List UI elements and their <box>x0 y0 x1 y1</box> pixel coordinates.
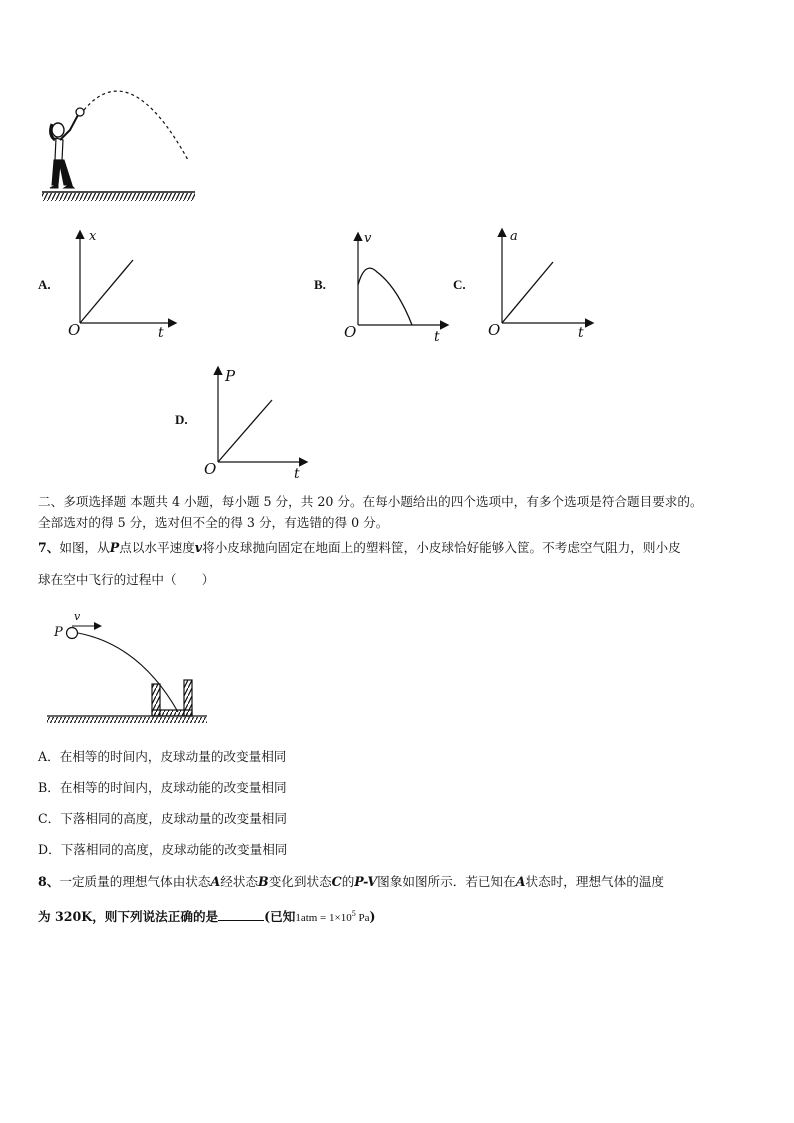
q7-stem-line1 <box>38 538 681 558</box>
q8-text: 变化到状态 <box>268 874 332 889</box>
q8-text: 图象如图所示．若已知在 <box>377 874 516 889</box>
graph-b <box>358 234 447 325</box>
q8-var-a2: A <box>515 874 526 889</box>
graph-a-origin: O <box>68 321 81 339</box>
graph-d-xlabel: t <box>294 466 300 482</box>
q8-unit: Pa <box>355 912 370 925</box>
trajectory-dashed <box>84 91 188 160</box>
person-icon <box>50 115 78 188</box>
q8-text: 的 <box>341 874 355 889</box>
q8-text: 状态时，理想气体的温度 <box>525 874 665 889</box>
graph-c-ylabel: a <box>510 229 518 244</box>
graph-b-xlabel: t <box>434 329 440 345</box>
section2-line2: 全部选对的得 5 分，选对但不全的得 3 分，有选错的得 0 分。 <box>38 515 389 530</box>
q7-fig-v: v <box>74 610 81 623</box>
q8-number: 8、 <box>38 874 60 889</box>
q8-text: 经状态 <box>220 874 259 889</box>
section2-line1: 二、多项选择题 本题共 4 小题，每小题 5 分，共 20 分。在每小题给出的四个选项中，有多个选项是符合题目要求的。 <box>38 494 703 509</box>
q7-text: 将小皮球抛向固定在地面上的塑料筐，小皮球恰好能够入筐。不考虑空气阻力，则小皮 <box>202 540 681 555</box>
q7-option-a[interactable]: A．在相等的时间内，皮球动量的改变量相同 <box>38 749 287 764</box>
q8-var-a: A <box>210 874 221 889</box>
ball-trajectory <box>78 633 178 712</box>
q8-var-b: B <box>258 874 269 889</box>
option-d-label[interactable]: D. <box>175 412 188 427</box>
q8-text: ) <box>369 909 376 925</box>
answer-blank[interactable] <box>218 908 264 921</box>
q7-text: 如图，从 <box>59 540 110 555</box>
q7-stem-line2: 球在空中飞行的过程中（ ） <box>38 572 215 587</box>
graph-b-ylabel: v <box>364 231 372 246</box>
q7-fig-p: P <box>54 625 63 640</box>
q8-var-c: C <box>331 874 342 889</box>
q7-text: 点以水平速度 <box>119 540 195 555</box>
q8-stem-line1 <box>38 872 664 892</box>
graph-a-xlabel: t <box>158 325 164 341</box>
graph-b-curve <box>358 268 412 325</box>
graph-a-ylabel: x <box>89 229 97 244</box>
graph-a-line <box>80 260 133 323</box>
q7-var-v: v <box>194 540 203 555</box>
ball-icon <box>76 108 84 116</box>
graph-c-xlabel: t <box>578 325 584 341</box>
graph-d-origin: O <box>204 460 217 478</box>
q7-option-c[interactable]: C．下落相同的高度，皮球动量的改变量相同 <box>38 811 287 826</box>
q8-var-pv: P-V <box>354 874 378 889</box>
ball-icon <box>67 628 78 639</box>
basket-icon <box>152 680 192 716</box>
q7-var-p: P <box>109 540 120 555</box>
graph-a <box>80 232 175 323</box>
q7-number: 7、 <box>38 540 60 555</box>
graph-b-origin: O <box>344 323 357 341</box>
graph-d-line <box>218 400 272 462</box>
q8-text: 为 320K，则下列说法正确的是 <box>38 909 219 925</box>
q8-exponent: 5 <box>351 909 356 918</box>
q7-figure <box>47 626 207 723</box>
q8-stem-line2 <box>38 904 375 928</box>
q7-option-d[interactable]: D．下落相同的高度，皮球动能的改变量相同 <box>38 842 288 857</box>
option-b-label[interactable]: B. <box>314 277 326 292</box>
option-c-label[interactable]: C. <box>453 277 466 292</box>
q8-text: (已知 <box>264 909 296 925</box>
q8-text: 一定质量的理想气体由状态 <box>59 874 211 889</box>
graph-c-origin: O <box>488 321 501 339</box>
graph-d-ylabel: P <box>225 367 236 385</box>
graph-c-line <box>502 262 553 323</box>
q7-option-b[interactable]: B．在相等的时间内，皮球动能的改变量相同 <box>38 780 287 795</box>
q8-formula: 1atm = 1×10 <box>295 912 352 925</box>
option-a-label[interactable]: A. <box>38 277 51 292</box>
ground-hatch <box>42 192 195 201</box>
